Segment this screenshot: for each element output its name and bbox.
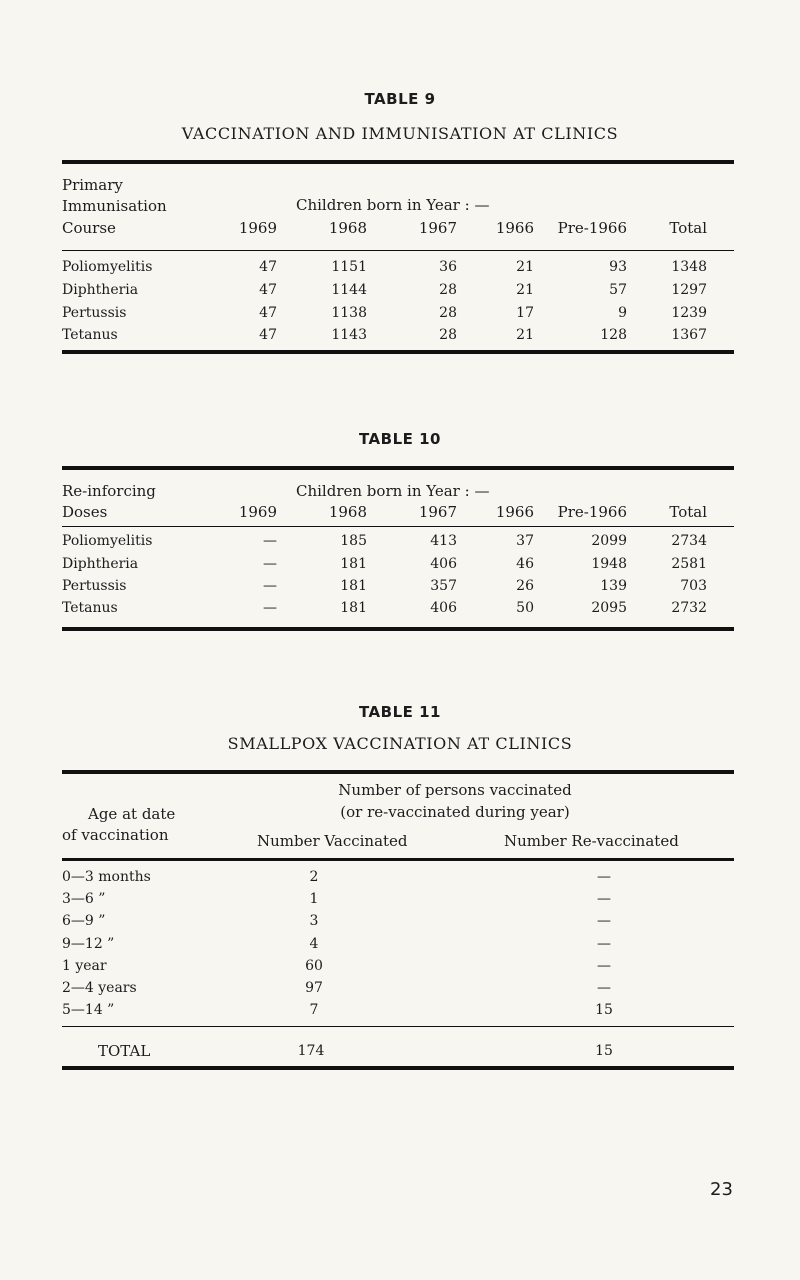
- table10-row-label: Poliomyelitis: [62, 533, 153, 549]
- table9-cell: 1143: [331, 327, 367, 343]
- table10-row-label: Pertussis: [62, 578, 127, 594]
- table9-cell: 9: [618, 305, 627, 321]
- table9-row-label: Tetanus: [62, 327, 118, 343]
- table9-cell: 1144: [331, 282, 367, 298]
- table9-cell: 1297: [671, 282, 707, 298]
- table10-col-1967: 1967: [418, 503, 457, 521]
- table10-cell: —: [263, 578, 277, 594]
- table10-cell: 2095: [591, 600, 627, 616]
- table9-row-label: Poliomyelitis: [62, 259, 153, 275]
- table11-bottom-rule: [62, 1066, 734, 1070]
- table9-cell: 47: [259, 259, 277, 275]
- table10-title: TABLE 10: [358, 430, 441, 448]
- table9-header-immunisation: Immunisation: [62, 197, 167, 215]
- table10-cell: 357: [430, 578, 457, 594]
- table10-cell: —: [263, 533, 277, 549]
- table9-col-1968: 1968: [328, 219, 367, 237]
- table11-cell-vaccinated: 4: [309, 936, 319, 952]
- table11-total-vaccinated: 174: [297, 1043, 325, 1059]
- table9-col-pre1966: Pre-1966: [557, 219, 627, 237]
- table11-row-label: 5—14 ”: [62, 1002, 115, 1018]
- table11-top-rule: [62, 770, 734, 774]
- table9-cell: 93: [609, 259, 627, 275]
- table9-cell: 28: [439, 305, 457, 321]
- table10-col-total: Total: [669, 503, 707, 521]
- table10-header-doses: Doses: [62, 503, 108, 521]
- table11-cell-revaccinated: —: [597, 891, 611, 907]
- table10-cell: 181: [340, 556, 367, 572]
- table10-cell: 2732: [671, 600, 707, 616]
- table9-cell: 47: [259, 327, 277, 343]
- table11-header-span-line1: Number of persons vaccinated: [338, 781, 572, 799]
- table11-row-label: 6—9 ”: [62, 913, 106, 929]
- table10-col-pre1966: Pre-1966: [557, 503, 627, 521]
- table11-cell-vaccinated: 97: [305, 980, 323, 996]
- table11-row-label: 9—12 ”: [62, 936, 115, 952]
- table10-cell: 703: [680, 578, 707, 594]
- table11-cell-revaccinated: 15: [595, 1002, 613, 1018]
- table10-cell: 46: [516, 556, 534, 572]
- table11-cell-vaccinated: 3: [309, 913, 319, 929]
- table10-cell: 50: [516, 600, 534, 616]
- table10-col-1966: 1966: [495, 503, 534, 521]
- table9-header-course: Course: [62, 219, 116, 237]
- table10-cell: 185: [340, 533, 367, 549]
- table11-cell-revaccinated: —: [597, 936, 611, 952]
- table11-cell-vaccinated: 7: [309, 1002, 319, 1018]
- table10-cell: 413: [430, 533, 457, 549]
- table10-col-1969: 1969: [238, 503, 277, 521]
- table10-bottom-rule: [62, 627, 734, 631]
- table10-cell: 37: [516, 533, 534, 549]
- table10-cell: 406: [430, 556, 457, 572]
- table9-cell: 47: [259, 305, 277, 321]
- table9-subtitle: VACCINATION AND IMMUNISATION AT CLINICS: [181, 124, 619, 143]
- table10-cell: —: [263, 556, 277, 572]
- table9-cell: 36: [439, 259, 457, 275]
- table9-cell: 1367: [671, 327, 707, 343]
- table9-col-total: Total: [669, 219, 707, 237]
- table11-header-span-line2: (or re-vaccinated during year): [340, 803, 570, 821]
- table11-total-revaccinated: 15: [595, 1043, 613, 1059]
- table10-cell: 2099: [591, 533, 627, 549]
- table11-header-number-revaccinated: Number Re-vaccinated: [504, 832, 679, 850]
- table9-header-rule: [62, 250, 734, 251]
- table9-cell: 1239: [671, 305, 707, 321]
- table11-row-label: 0—3 months: [62, 869, 151, 885]
- table10-cell: 2734: [671, 533, 707, 549]
- table11-row-label: 1 year: [62, 958, 107, 974]
- table10-cell: 181: [340, 600, 367, 616]
- table9-cell: 21: [516, 282, 534, 298]
- page-number: 23: [710, 1179, 733, 1200]
- table9-cell: 1348: [671, 259, 707, 275]
- table9-row-label: Diphtheria: [62, 282, 139, 298]
- table11-row-label: 3—6 ”: [62, 891, 106, 907]
- table11-cell-vaccinated: 60: [305, 958, 323, 974]
- table10-cell: 1948: [591, 556, 627, 572]
- table10-cell: —: [263, 600, 277, 616]
- table11-total-label: TOTAL: [98, 1042, 151, 1060]
- table10-row-label: Diphtheria: [62, 556, 139, 572]
- table10-cell: 26: [516, 578, 534, 594]
- table9-header-span: Children born in Year : —: [296, 196, 490, 214]
- table11-subtitle: SMALLPOX VACCINATION AT CLINICS: [227, 734, 573, 753]
- table9-cell: 57: [609, 282, 627, 298]
- table11-cell-revaccinated: —: [597, 869, 611, 885]
- table11-header-number-vaccinated: Number Vaccinated: [257, 832, 408, 850]
- table9-col-1966: 1966: [495, 219, 534, 237]
- table10-header-rule: [62, 526, 734, 527]
- table11-cell-vaccinated: 1: [309, 891, 319, 907]
- table10-cell: 406: [430, 600, 457, 616]
- table9-cell: 21: [516, 327, 534, 343]
- table10-col-1968: 1968: [328, 503, 367, 521]
- table9-title: TABLE 9: [364, 90, 436, 108]
- table9-cell: 1151: [331, 259, 367, 275]
- table11-cell-revaccinated: —: [597, 958, 611, 974]
- table10-cell: 2581: [671, 556, 707, 572]
- table9-cell: 17: [516, 305, 534, 321]
- table9-cell: 21: [516, 259, 534, 275]
- table10-cell: 181: [340, 578, 367, 594]
- table11-cell-revaccinated: —: [597, 913, 611, 929]
- table9-bottom-rule: [62, 350, 734, 354]
- table9-cell: 28: [439, 327, 457, 343]
- table9-cell: 128: [600, 327, 627, 343]
- table11-header-of-vaccination: of vaccination: [62, 826, 169, 844]
- table10-header-span: Children born in Year : —: [296, 482, 490, 500]
- table10-row-label: Tetanus: [62, 600, 118, 616]
- table10-top-rule: [62, 466, 734, 470]
- table9-row-label: Pertussis: [62, 305, 127, 321]
- table11-header-rule: [62, 858, 734, 861]
- table10-header-reinforcing: Re-inforcing: [62, 482, 156, 500]
- table9-top-rule: [62, 160, 734, 164]
- table9-col-1969: 1969: [238, 219, 277, 237]
- table11-cell-vaccinated: 2: [309, 869, 319, 885]
- table9-col-1967: 1967: [418, 219, 457, 237]
- table11-cell-revaccinated: —: [597, 980, 611, 996]
- table11-header-age: Age at date: [88, 805, 176, 823]
- table9-cell: 47: [259, 282, 277, 298]
- table9-cell: 28: [439, 282, 457, 298]
- table11-row-label: 2—4 years: [62, 980, 137, 996]
- table11-total-rule: [62, 1026, 734, 1027]
- table10-cell: 139: [600, 578, 627, 594]
- table9-header-primary: Primary: [62, 176, 123, 194]
- table11-title: TABLE 11: [358, 703, 441, 721]
- table9-cell: 1138: [331, 305, 367, 321]
